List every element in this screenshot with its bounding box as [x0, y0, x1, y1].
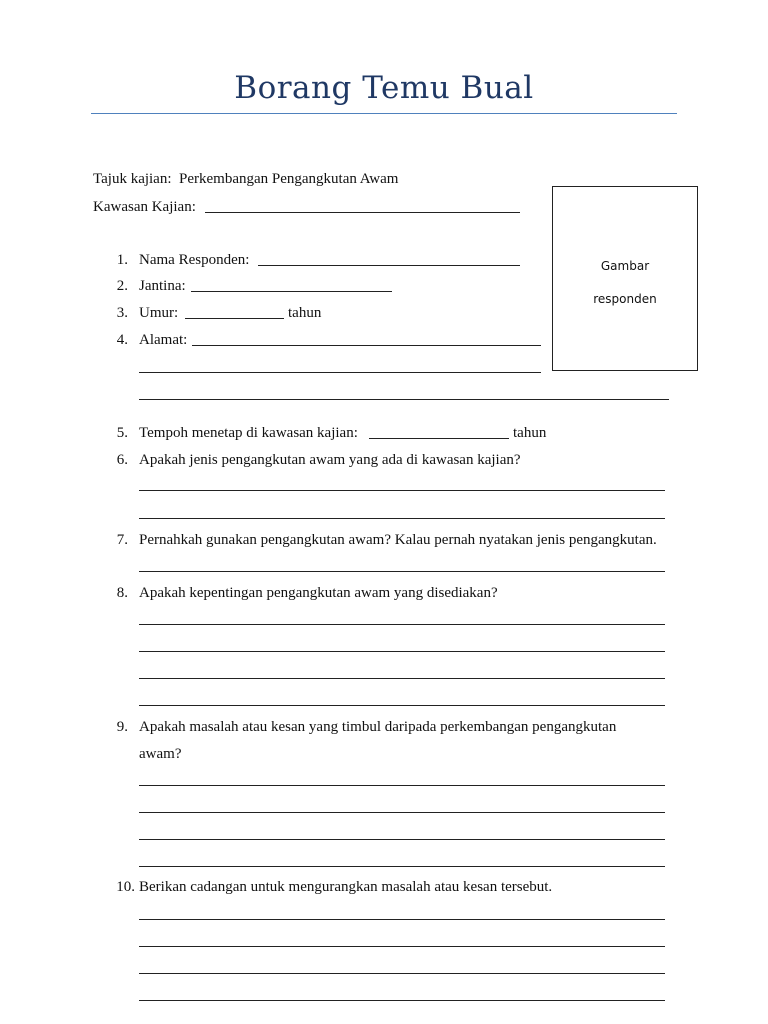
answer-line[interactable] — [139, 1000, 665, 1001]
age-field[interactable] — [185, 318, 284, 319]
question-2-label: Jantina: — [139, 278, 186, 294]
question-number: 4. — [116, 332, 128, 348]
question-4-label: Alamat: — [139, 332, 188, 348]
age-unit: tahun — [288, 305, 322, 321]
answer-line[interactable] — [139, 678, 665, 679]
gender-field[interactable] — [191, 291, 392, 292]
answer-line[interactable] — [139, 812, 665, 813]
study-title-row — [93, 170, 398, 188]
residence-duration-field[interactable] — [369, 438, 509, 439]
address-field-line1[interactable] — [192, 345, 541, 346]
question-number: 1. — [116, 252, 128, 268]
question-number: 2. — [116, 278, 128, 294]
duration-unit: tahun — [513, 425, 547, 441]
question-7-label: Pernahkah gunakan pengangkutan awam? Kalau pernah nyatakan jenis pengangkutan. — [139, 532, 657, 548]
question-number: 9. — [116, 719, 128, 735]
answer-line[interactable] — [139, 973, 665, 974]
answer-line[interactable] — [139, 946, 665, 947]
study-title-label: Tajuk kajian: — [93, 171, 172, 187]
question-number: 6. — [116, 452, 128, 468]
question-8-label: Apakah kepentingan pengangkutan awam yang disediakan? — [139, 585, 498, 601]
question-number: 5. — [116, 425, 128, 441]
answer-line[interactable] — [139, 839, 665, 840]
question-number: 7. — [116, 532, 128, 548]
question-9-label: Apakah masalah atau kesan yang timbul daripada perkembangan pengangkutan — [139, 719, 617, 735]
address-field-line3[interactable] — [139, 399, 669, 400]
page-title: Borang Temu Bual — [234, 70, 534, 106]
answer-line[interactable] — [139, 785, 665, 786]
study-title-value: Perkembangan Pengangkutan Awam — [179, 171, 399, 187]
question-10-label: Berikan cadangan untuk mengurangkan masalah atau kesan tersebut. — [139, 879, 553, 895]
question-number: 3. — [116, 305, 128, 321]
respondent-name-field[interactable] — [258, 265, 520, 266]
question-3-label: Umur: — [139, 305, 179, 321]
question-number: 8. — [116, 585, 128, 601]
question-9-label-cont: awam? — [139, 746, 182, 762]
question-5-label: Tempoh menetap di kawasan kajian: — [139, 425, 358, 441]
answer-line[interactable] — [139, 571, 665, 572]
question-1-label: Nama Responden: — [139, 252, 250, 268]
title-divider — [91, 113, 677, 114]
photo-label-line2: responden — [593, 292, 657, 306]
study-area-label: Kawasan Kajian: — [93, 199, 196, 215]
answer-line[interactable] — [139, 705, 665, 706]
answer-line[interactable] — [139, 866, 665, 867]
answer-line[interactable] — [139, 919, 665, 920]
study-area-field[interactable] — [205, 212, 520, 213]
answer-line[interactable] — [139, 624, 665, 625]
address-field-line2[interactable] — [139, 372, 541, 373]
respondent-photo-box — [552, 186, 698, 371]
question-number: 10. — [116, 879, 135, 895]
answer-line[interactable] — [139, 651, 665, 652]
answer-line[interactable] — [139, 518, 665, 519]
question-6-label: Apakah jenis pengangkutan awam yang ada di kawasan kajian? — [139, 452, 521, 468]
photo-label-line1: Gambar — [600, 259, 650, 273]
answer-line[interactable] — [139, 490, 665, 491]
